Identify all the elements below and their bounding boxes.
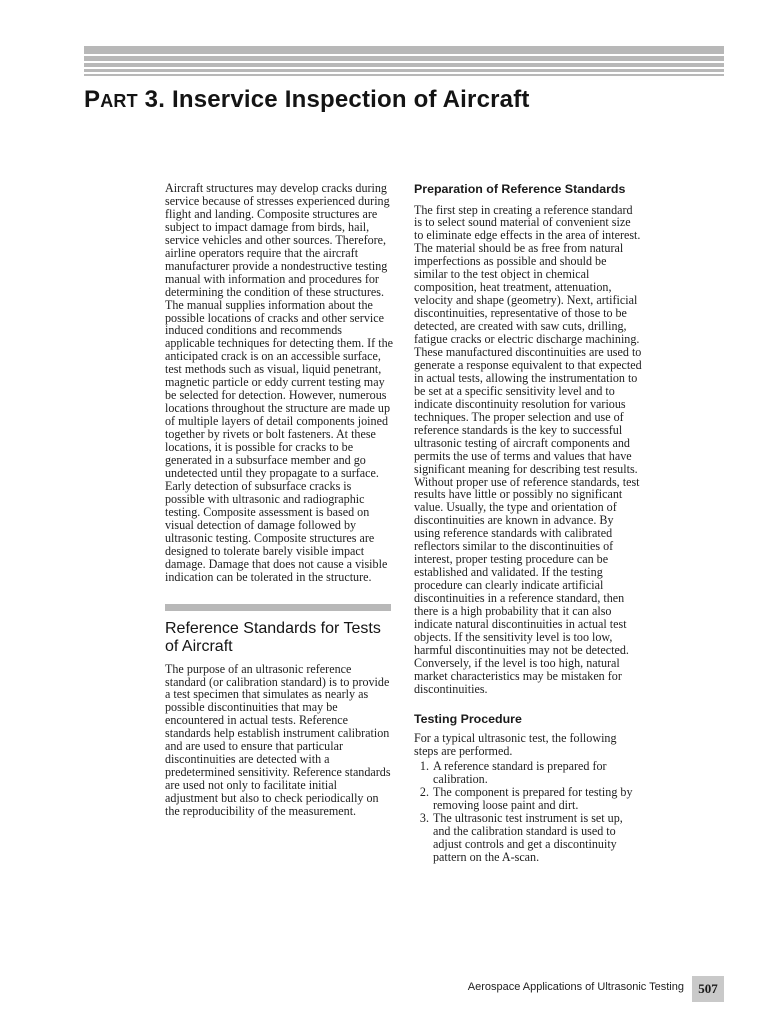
heading-testing-procedure: Testing Procedure	[414, 711, 522, 726]
preparation-paragraph: The first step in creating a reference standard is to select sound material of convenient size to eliminate edge effects in the area of interest. The material should be as free from natural imperfections as possible and should be similar to the test object in chemical composition, heat treatment, attenuation, velocity and shape (geometry). Next, artificial discontinuities, representative of those to be detected, are created with saw cuts, drilling, fatigue cracks or electric discharge machining. These manufactured discontinuities are used to generate a response equivalent to that expected in actual tests, allowing the instrumentation to be set at a specific sensitivity level and to indicate discontinuity resolution for various techniques. The proper selection and use of reference standards is the key to successful ultrasonic testing of aircraft components and permits the use of terms and values that have significant meaning for describing test results. Without proper use of reference standards, test results have little or possibly no significant value. Usually, the type and orientation of discontinuities are known in advance. By using reference standards with calibrated reflectors similar to the discontinuities of interest, proper testing procedure can be established and validated. If the testing procedure can clearly indicate artificial discontinuities in a reference standard, then there is a high probability that it can also indicate natural discontinuities in actual test objects. If the sensitivity level is too low, harmful discontinuities may not be detected. Conversely, if the level is too high, natural market characteristics may be mistaken for discontinuities.	[414, 202, 642, 696]
page-number: 507	[692, 976, 724, 1002]
header-rule	[84, 63, 724, 67]
heading-preparation: Preparation of Reference Standards	[414, 182, 626, 196]
part-title-text: Inservice Inspection of Aircraft	[165, 86, 530, 113]
right-column	[414, 182, 642, 864]
header-rule	[84, 56, 724, 61]
part-title	[84, 86, 530, 114]
list-item: 2. The component is prepared for testing by removing loose paint and dirt.	[432, 786, 642, 812]
header-rules	[84, 46, 724, 78]
part-number: 3.	[137, 86, 166, 113]
intro-paragraph: Aircraft structures may develop cracks during service because of stresses experienced during flight and landing. Composite structures are subject to impact damage from birds, hail, service vehicles and other sources. Therefore, airline operators require that the aircraft manufacturer provide a nondestructive testing manual with information and procedures for determining the condition of these structures. The manual supplies information about the possible locations of cracks and other service induced conditions and recommends applicable techniques for detecting them. If the anticipated crack is on an accessible surface, test methods such as visual, liquid penetrant, magnetic particle or eddy current testing may be selected for detection. However, numerous locations throughout the structure are made up of multiple layers of detail components joined together by rivets or bolt fasteners. At these locations, it is possible for cracks to be generated in a subsurface member and go undetected until they propagate to a surface. Early detection of subsurface cracks is possible with ultrasonic and radiographic testing. Composite assessment is based on visual detection of damage followed by ultrasonic testing. Composite structures are designed to tolerate barely visible impact damage. Damage that does not cause a visible indication can be tolerated in the structure.	[165, 181, 394, 584]
left-column	[165, 182, 393, 818]
section-heading-reference-standards: Reference Standards for Tests of Aircraft	[165, 619, 381, 656]
header-rule	[84, 46, 724, 54]
list-item: 3. The ultrasonic test instrument is set up, and the calibration standard is used to adjust controls and get a discontinuity pattern on the A-scan.	[432, 812, 642, 864]
list-item: 1. A reference standard is prepared for calibration.	[432, 760, 642, 786]
testing-intro: For a typical ultrasonic test, the following steps are performed.	[414, 731, 617, 759]
testing-steps	[414, 760, 642, 864]
page-footer	[440, 976, 724, 1002]
part-word-initial: P	[84, 86, 101, 113]
header-rule	[84, 74, 724, 76]
part-word-rest: ART	[100, 91, 138, 111]
section-divider	[165, 604, 391, 611]
reference-standards-paragraph: The purpose of an ultrasonic reference standard (or calibration standard) is to provide a test specimen that simulates as nearly as possible discontinuities that may be encountered in actual tests. Reference standards help establish instrument calibration and are used to ensure that particular discontinuities are detected with a predetermined sensitivity. Reference standards are used not only to facilitate initial adjustment but also to check periodically on the reproducibility of the measurement.	[165, 661, 391, 819]
header-rule	[84, 69, 724, 72]
footer-book-title: Aerospace Applications of Ultrasonic Testing	[467, 981, 684, 993]
